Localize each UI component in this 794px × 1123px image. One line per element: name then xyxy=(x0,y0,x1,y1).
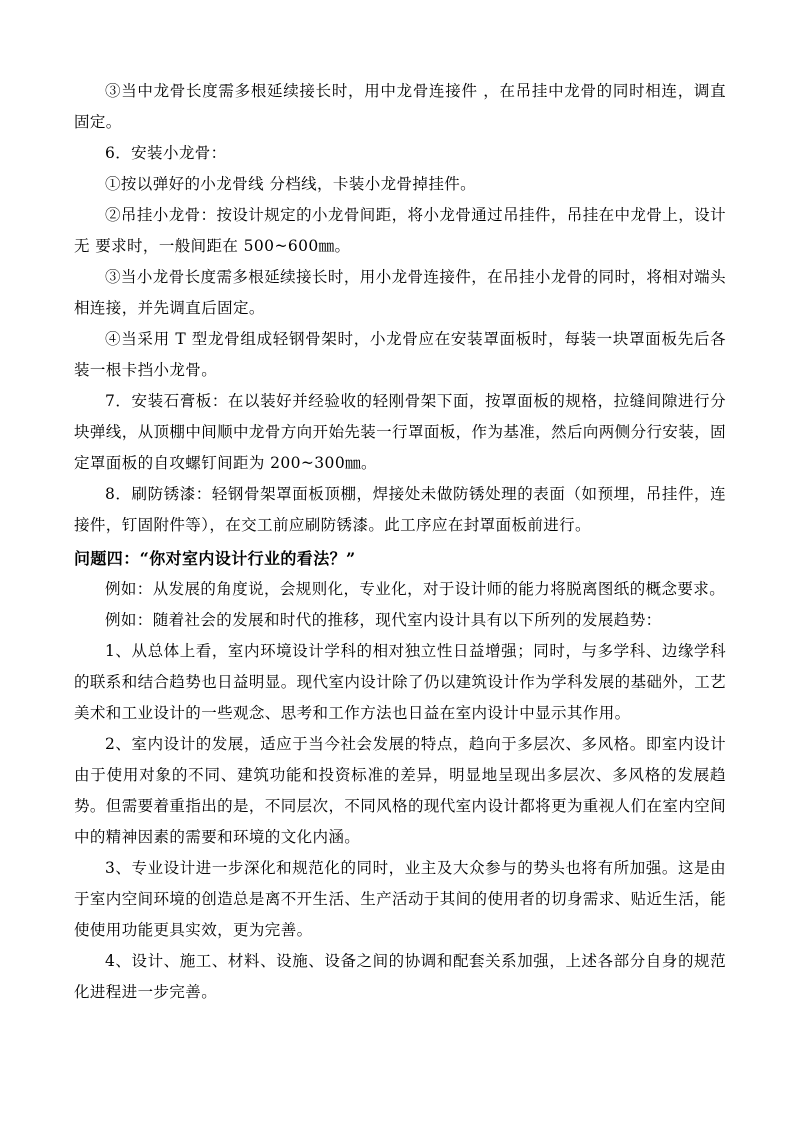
paragraph-trend-2: 2、室内设计的发展，适应于当今社会发展的特点，趋向于多层次、多风格。即室内设计由于使用对象的不同、建筑功能和投资标准的差异，明显地呈现出多层次、多风格的发展趋势。但需要着重指出的是，不同层次，不同风格的现代室内设计都将更为重视人们在室内空间中的精神因素的需要和环境的文化内涵。 xyxy=(74,735,726,846)
paragraph-step-6-item-4: ④当采用 T 型龙骨组成轻钢骨架时，小龙骨应在安装罩面板时，每装一块罩面板先后各装一根卡挡小龙骨。 xyxy=(74,330,726,379)
document-body xyxy=(74,76,726,1008)
paragraph-trend-3: 3、专业设计进一步深化和规范化的同时，业主及大众参与的势头也将有所加强。这是由于室内空间环境的创造总是离不开生活、生产活动于其间的使用者的切身需求、贴近生活，能使使用功能更具实效，更为完善。 xyxy=(74,859,726,939)
paragraph-step-6-item-2: ②吊挂小龙骨：按设计规定的小龙骨间距，将小龙骨通过吊挂件，吊挂在中龙骨上，设计无 要求时，一般间距在 500~600㎜。 xyxy=(74,206,726,255)
paragraph-step-6-item-1: ①按以弹好的小龙骨线 分档线，卡装小龙骨掉挂件。 xyxy=(105,175,477,193)
paragraph-trend-1: 1、从总体上看，室内环境设计学科的相对独立性日益增强；同时，与多学科、边缘学科的联系和结合趋势也日益明显。现代室内设计除了仍以建筑设计作为学科发展的基础外，工艺美术和工业设计的一些观念、思考和工作方法也日益在室内设计中显示其作用。 xyxy=(74,642,726,722)
paragraph-example-2: 例如：随着社会的发展和时代的推移，现代室内设计具有以下所列的发展趋势： xyxy=(105,611,662,629)
section-heading: 问题四：“你对室内设计行业的看法？” xyxy=(74,549,356,568)
paragraph-trend-4: 4、设计、施工、材料、设施、设备之间的协调和配套关系加强，上述各部分自身的规范化进程进一步完善。 xyxy=(74,952,726,1001)
paragraph-example-1: 例如：从发展的角度说，会规则化，专业化，对于设计师的能力将脱离图纸的概念要求。 xyxy=(105,580,726,598)
paragraph-step-6-title: 6．安装小龙骨： xyxy=(105,144,227,162)
paragraph-step-8: 8．刷防锈漆：轻钢骨架罩面板顶棚，焊接处未做防锈处理的表面（如预埋，吊挂件，连接件，钉固附件等），在交工前应刷防锈漆。此工序应在封罩面板前进行。 xyxy=(74,485,726,534)
paragraph-step-7: 7．安装石膏板：在以装好并经验收的轻刚骨架下面，按罩面板的规格，拉缝间隙进行分块弹线，从顶棚中间顺中龙骨方向开始先装一行罩面板，作为基准，然后向两侧分行安装，固定罩面板的自攻螺钉间距为 200~300㎜。 xyxy=(74,392,726,472)
paragraph-midkeel-joint: ③当中龙骨长度需多根延续接长时，用中龙骨连接件 ，在吊挂中龙骨的同时相连，调直固定。 xyxy=(74,82,726,131)
paragraph-step-6-item-3: ③当小龙骨长度需多根延续接长时，用小龙骨连接件，在吊挂小龙骨的同时，将相对端头相连接，并先调直后固定。 xyxy=(74,268,726,317)
